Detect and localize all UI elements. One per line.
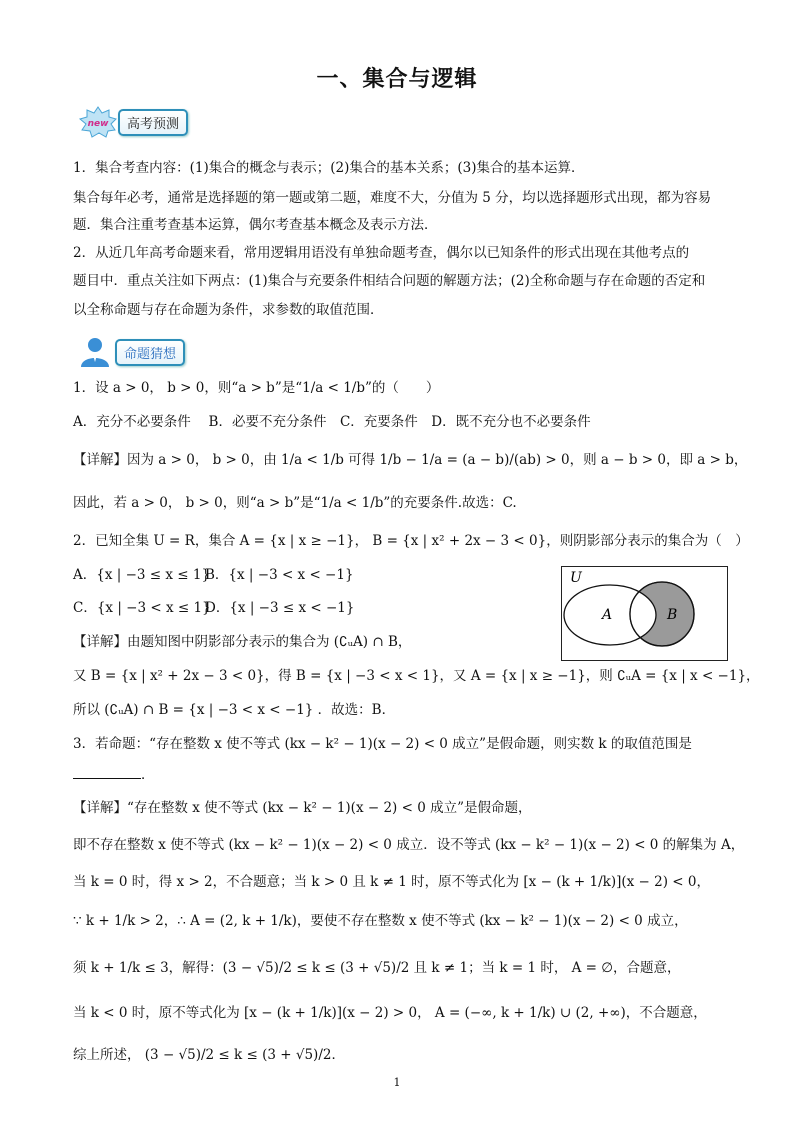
q2-detail-2: 又 B = {x | x² + 2x − 3 < 0}，得 B = {x | −3 < x < 1}，又 A = {x | x ≥ −1}，则 ∁ᵤA = {x | x < −1}， [73, 668, 760, 684]
q3-detail-4: ∵ k + 1/k > 2，∴ A = (2, k + 1/k)，要使不存在整数 x 使不等式 (kx − k² − 1)(x − 2) < 0 成立， [73, 913, 688, 929]
q1-detail-1: 【详解】因为 a > 0， b > 0，由 1/a < 1/b 可得 1/b − 1/a = (a − b)/(ab) > 0，则 a − b > 0，即 a > b， [73, 452, 748, 468]
q3-detail-7: 综上所述， (3 − √5)/2 ≤ k ≤ (3 + √5)/2． [73, 1047, 345, 1063]
forecast-line-2: 集合每年必考，通常是选择题的第一题或第二题，难度不大，分值为 5 分，均以选择题形式出现，都为容易 [73, 190, 712, 206]
q3-detail-2: 即不存在整数 x 使不等式 (kx − k² − 1)(x − 2) < 0 成立．设不等式 (kx − k² − 1)(x − 2) < 0 的解集为 A， [73, 837, 745, 853]
forecast-line-1: 1．集合考查内容：(1)集合的概念与表示；(2)集合的基本关系；(3)集合的基本运算． [73, 160, 585, 176]
q3-detail-1: 【详解】“存在整数 x 使不等式 (kx − k² − 1)(x − 2) < 0 成立”是假命题， [73, 800, 532, 816]
q3-stem-end: ． [141, 767, 155, 783]
forecast-line-4: 2．从近几年高考命题来看，常用逻辑用语没有单独命题考查，偶尔以已知条件的形式出现在其他考点的 [73, 245, 690, 261]
q2-detail-1: 【详解】由题知图中阴影部分表示的集合为 (∁ᵤA) ∩ B， [73, 634, 412, 650]
q1-detail-2: 因此，若 a > 0， b > 0，则“a > b”是“1/a < 1/b”的充要条件.故选：C. [73, 495, 517, 511]
q3-detail-6: 当 k < 0 时，原不等式化为 [x − (k + 1/k)](x − 2) > 0， A = (−∞, k + 1/k) ∪ (2, +∞)，不合题意， [73, 1005, 707, 1021]
new-star-icon [78, 106, 118, 138]
forecast-label: 高考预测 [118, 109, 188, 136]
forecast-line-6: 以全称命题与存在命题为条件，求参数的取值范围． [73, 302, 384, 318]
q1-options: A．充分不必要条件 B．必要不充分条件 C．充要条件 D．既不充分也不必要条件 [73, 414, 591, 430]
q2-stem: 2．已知全集 U = R，集合 A = {x | x ≥ −1}， B = {x | x² + 2x − 3 < 0}，则阴影部分表示的集合为（ ） [73, 533, 749, 549]
venn-label-b: B [667, 607, 678, 623]
person-icon [78, 335, 112, 369]
answer-blank [73, 766, 141, 779]
page-title: 一、集合与逻辑 [316, 67, 478, 92]
q2-option-a: A．{x | −3 ≤ x ≤ 1} [73, 567, 211, 583]
forecast-line-3: 题．集合注重考查基本运算，偶尔考查基本概念及表示方法． [73, 217, 438, 233]
q2-option-b: B．{x | −3 < x < −1} [205, 567, 354, 583]
guess-label: 命题猜想 [115, 339, 185, 366]
q2-option-d: D．{x | −3 ≤ x < −1} [205, 600, 355, 616]
forecast-badge [78, 106, 188, 138]
page-number: 1 [393, 1076, 401, 1089]
venn-label-u: U [570, 570, 582, 586]
q3-detail-3: 当 k = 0 时，得 x > 2，不合题意；当 k > 0 且 k ≠ 1 时，原不等式化为 [x − (k + 1/k)](x − 2) < 0， [73, 874, 710, 890]
q3-stem: 3．若命题：“存在整数 x 使不等式 (kx − k² − 1)(x − 2) < 0 成立”是假命题，则实数 k 的取值范围是 [73, 736, 692, 752]
q3-detail-5: 须 k + 1/k ≤ 3，解得：(3 − √5)/2 ≤ k ≤ (3 + √5)/2 且 k ≠ 1；当 k = 1 时， A = ∅，合题意， [73, 960, 681, 976]
new-label: new [87, 119, 109, 129]
forecast-line-5: 题目中．重点关注如下两点：(1)集合与充要条件相结合问题的解题方法；(2)全称命题与存在命题的否定和 [73, 273, 706, 289]
q3-answer-blank [73, 765, 733, 785]
q1-stem: 1．设 a > 0， b > 0，则“a > b”是“1/a < 1/b”的（ ） [73, 380, 440, 396]
venn-label-a: A [602, 607, 613, 623]
guess-badge [78, 335, 185, 369]
q2-option-c: C．{x | −3 < x ≤ 1} [73, 600, 211, 616]
q2-detail-3: 所以 (∁ᵤA) ∩ B = {x | −3 < x < −1} ．故选：B． [73, 702, 396, 718]
